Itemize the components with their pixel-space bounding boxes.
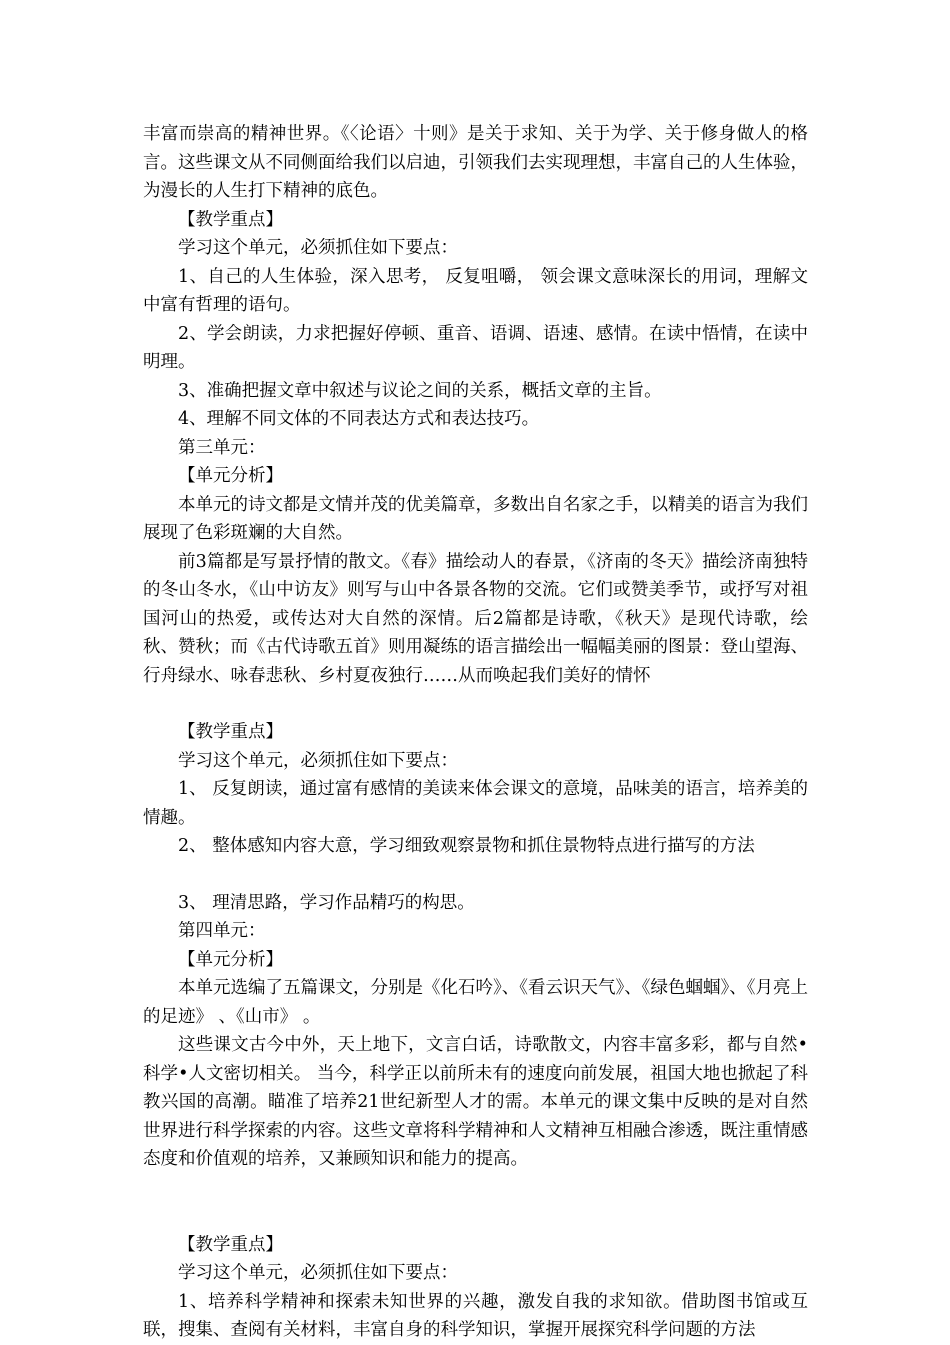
paragraph: 【教学重点】 — [178, 1234, 283, 1255]
paragraph: 学习这个单元，必须抓住如下要点： — [178, 238, 458, 258]
document-body — [143, 120, 808, 1345]
paragraph: 【单元分析】 — [178, 949, 283, 970]
paragraph: 2、 整体感知内容大意，学习细致观察景物和抓住景物特点进行描写的方法 — [178, 836, 755, 856]
paragraph: 2、学会朗读，力求把握好停顿、重音、语调、语速、感情。在读中悟情，在读中明理。 — [143, 323, 808, 372]
blank-line — [143, 1174, 808, 1231]
paragraph: 1、自己的人生体验，深入思考， 反复咀嚼， 领会课文意味深长的用词，理解文中富有哲理的语句。 — [143, 266, 808, 315]
paragraph: 这些课文古今中外，天上地下，文言白话，诗歌散文，内容丰富多彩，都与自然•科学•人文密切相关。 当今，科学正以前所未有的速度向前发展，祖国大地也掀起了科教兴国的高潮。瞄准了培养21世纪新型人才的需。本单元的课文集中反映的是对自然世界进行科学探索的内容。这些文章将科学精神和人文精神互相融合渗透，既注重情感态度和价值观的培养，又兼顾知识和能力的提高。 — [143, 1035, 808, 1169]
paragraph: 第四单元： — [178, 921, 266, 941]
paragraph: 3、准确把握文章中叙述与议论之间的关系，概括文章的主旨。 — [178, 380, 662, 401]
paragraph: 本单元选编了五篇课文，分别是《化石吟》、《看云识天气》、《绿色蝈蝈》、《月亮上的足迹》 、《山市》 。 — [143, 978, 808, 1027]
paragraph: 丰富而崇高的精神世界。《〈论语〉十则》是关于求知、关于为学、关于修身做人的格言。这些课文从不同侧面给我们以启迪，引领我们去实现理想，丰富自己的人生体验，为漫长的人生打下精神的底色。 — [143, 124, 808, 201]
paragraph: 【教学重点】 — [178, 722, 283, 742]
paragraph: 3、 理清思路，学习作品精巧的构思。 — [178, 892, 475, 913]
paragraph: 【单元分析】 — [178, 466, 283, 486]
paragraph: 前3篇都是写景抒情的散文。《春》描绘动人的春景，《济南的冬天》描绘济南独特的冬山冬水，《山中访友》则写与山中各景各物的交流。它们或赞美季节，或抒写对祖国河山的热爱，或传达对大自然的深情。后2篇都是诗歌，《秋天》是现代诗歌，绘秋、赞秋；而《古代诗歌五首》则用凝练的语言描绘出一幅幅美丽的图景：登山望海、行舟绿水、咏春悲秋、乡村夏夜独行……从而唤起我们美好的情怀 — [143, 551, 808, 686]
paragraph: 学习这个单元，必须抓住如下要点： — [178, 750, 458, 771]
paragraph: 第三单元： — [178, 437, 266, 458]
paragraph: 1、 反复朗读，通过富有感情的美读来体会课文的意境，品味美的语言，培养美的情趣。 — [143, 779, 808, 828]
paragraph: 1、培养科学精神和探索未知世界的兴趣，激发自我的求知欲。借助图书馆或互联，搜集、查阅有关材料，丰富自身的科学知识，掌握开展探究科学问题的方法 — [143, 1291, 808, 1340]
paragraph: 学习这个单元，必须抓住如下要点： — [178, 1263, 458, 1283]
paragraph: 4、理解不同文体的不同表达方式和表达技巧。 — [178, 409, 540, 429]
paragraph: 【教学重点】 — [178, 209, 283, 230]
paragraph: 本单元的诗文都是文情并茂的优美篇章，多数出自名家之手，以精美的语言为我们展现了色彩斑斓的大自然。 — [143, 494, 808, 543]
blank-line — [143, 690, 808, 718]
blank-line — [143, 861, 808, 889]
